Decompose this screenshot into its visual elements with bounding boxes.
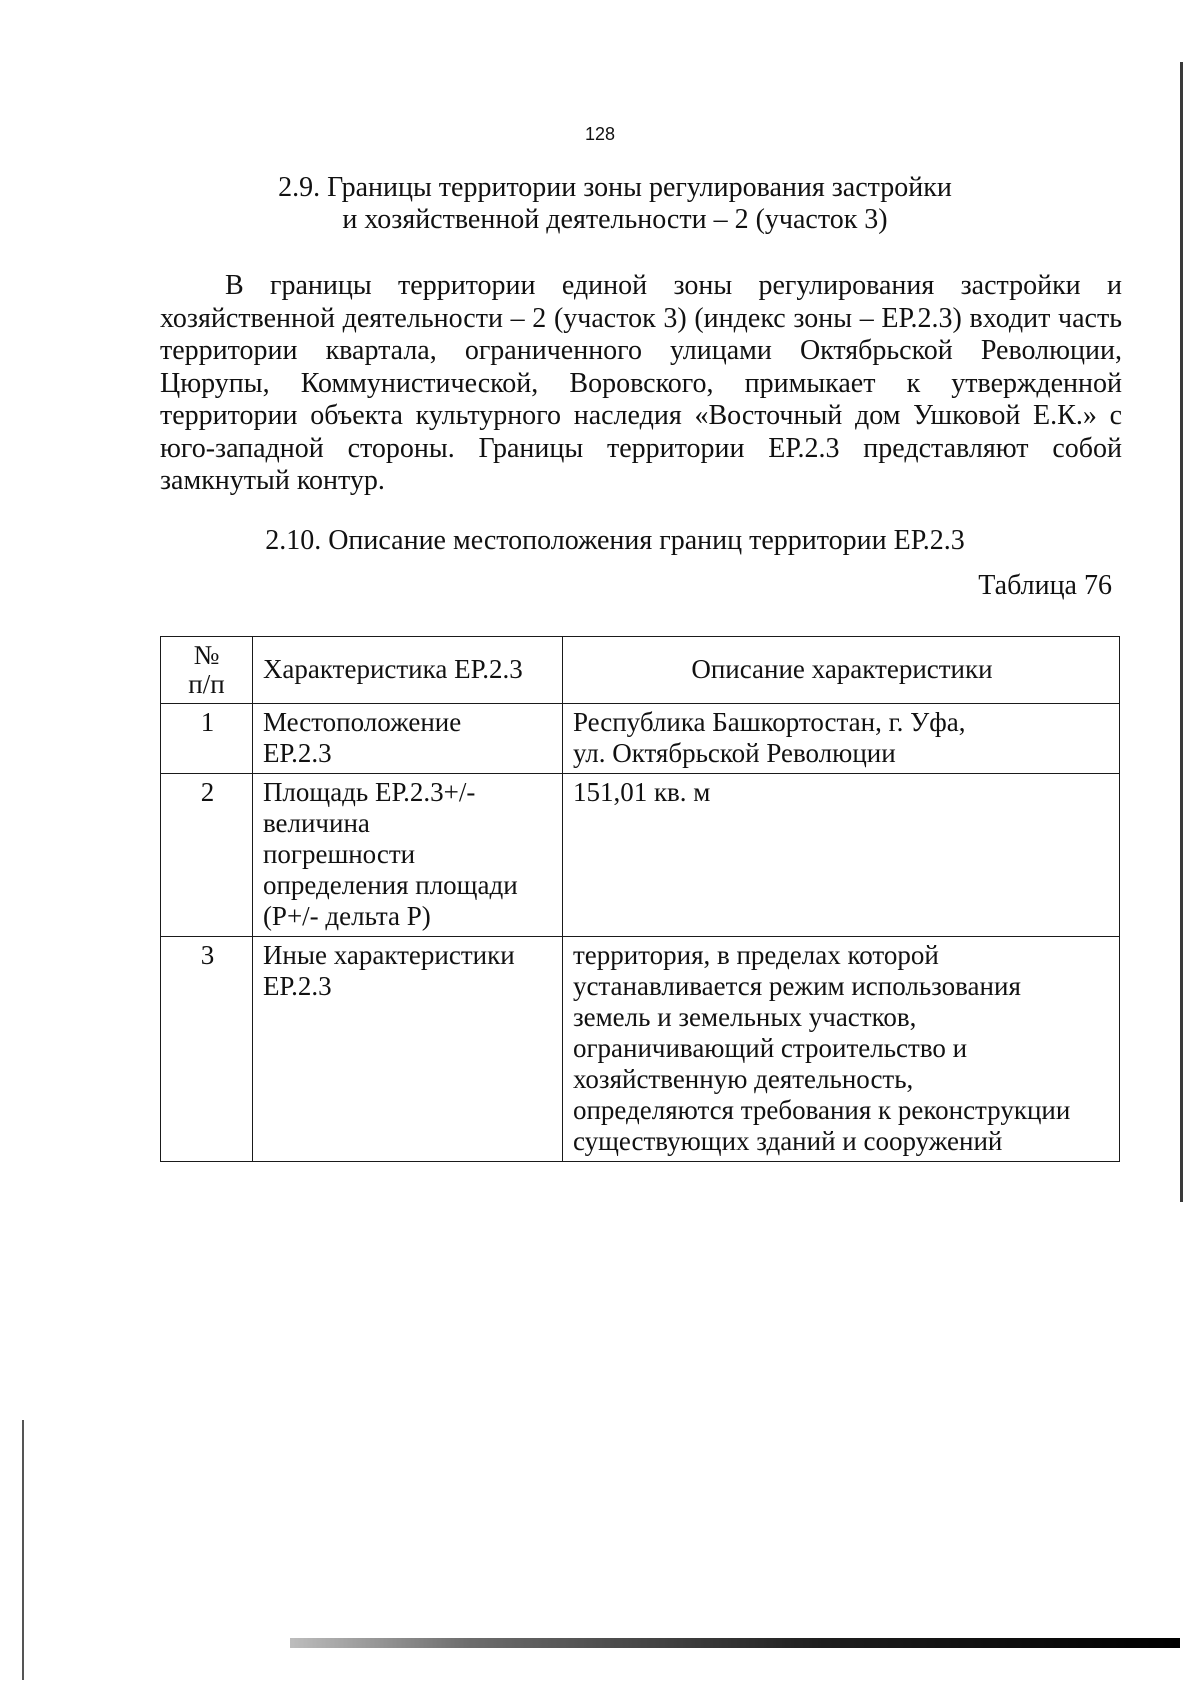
page-number: 128: [584, 124, 616, 144]
row-1-characteristic: [252, 704, 562, 774]
section-heading-2-9-line2: и хозяйственной деятельности – 2 (участок 3): [342, 204, 888, 235]
row-1-num: 1: [161, 704, 253, 774]
cell-line: устанавливается режим использования: [572, 971, 1021, 1001]
row-1-description: [562, 704, 1119, 774]
section-heading-2-10: 2.10. Описание местоположения границ территории ЕР.2.3: [265, 525, 965, 556]
row-3-characteristic: [252, 937, 562, 1162]
section-heading-2-9: [150, 172, 1080, 236]
cell-line: погрешности: [262, 839, 416, 869]
cell-line: (Р+/- дельта Р): [262, 901, 431, 931]
table-header-row: [161, 637, 1120, 704]
cell-line: ЕР.2.3: [262, 738, 332, 768]
header-num: [161, 637, 253, 704]
body-paragraph: В границы территории единой зоны регулирования застройки и хозяйственной деятельности – 2 (участок 3) (индекс зоны – ЕР.2.3) входит часть территории квартала, ограниченного улицами Октябрьской Революции, Цюрупы, Коммунистической, Воровского, примыкает к утвержденной территории объекта культурного наследия «Восточный дом Ушковой Е.К.» с юго-западной стороны. Границы территории ЕР.2.3 представляют собой замкнутый контур.: [160, 270, 1122, 496]
row-3-num: 3: [161, 937, 253, 1162]
header-num-symbol: №: [193, 640, 220, 670]
cell-line: величина: [262, 808, 370, 838]
cell-line: ул. Октябрьской Революции: [572, 738, 896, 768]
cell-line: Площадь ЕР.2.3+/-: [262, 777, 476, 807]
table-row: [161, 937, 1120, 1162]
table-row: [161, 774, 1120, 937]
scan-edge-right: [1180, 62, 1183, 1202]
table-row: [161, 704, 1120, 774]
table-caption: Таблица 76: [978, 570, 1112, 601]
cell-line: хозяйственную деятельность,: [572, 1064, 914, 1094]
header-num-abbrev: п/п: [188, 669, 225, 699]
cell-line: Иные характеристики: [262, 940, 515, 970]
header-characteristic: Характеристика ЕР.2.3: [252, 637, 562, 704]
scan-bottom-bar: [290, 1638, 1180, 1648]
cell-line: Республика Башкортостан, г. Уфа,: [572, 707, 966, 737]
row-2-description: [562, 774, 1119, 937]
cell-line: определяются требования к реконструкции: [572, 1095, 1071, 1125]
row-2-characteristic: [252, 774, 562, 937]
characteristics-table: [160, 636, 1120, 1162]
cell-line: ограничивающий строительство и: [572, 1033, 968, 1063]
cell-line: земель и земельных участков,: [572, 1002, 917, 1032]
cell-line: территория, в пределах которой: [572, 940, 939, 970]
cell-line: определения площади: [262, 870, 518, 900]
cell-line: существующих зданий и сооружений: [572, 1126, 1003, 1156]
cell-line: Местоположение: [262, 707, 462, 737]
cell-line: ЕР.2.3: [262, 971, 332, 1001]
scan-edge-left: [22, 1420, 24, 1680]
header-description: Описание характеристики: [562, 637, 1119, 704]
cell-line: 151,01 кв. м: [572, 777, 711, 807]
section-heading-2-9-line1: 2.9. Границы территории зоны регулирования застройки: [278, 172, 952, 203]
row-2-num: 2: [161, 774, 253, 937]
row-3-description: [562, 937, 1119, 1162]
